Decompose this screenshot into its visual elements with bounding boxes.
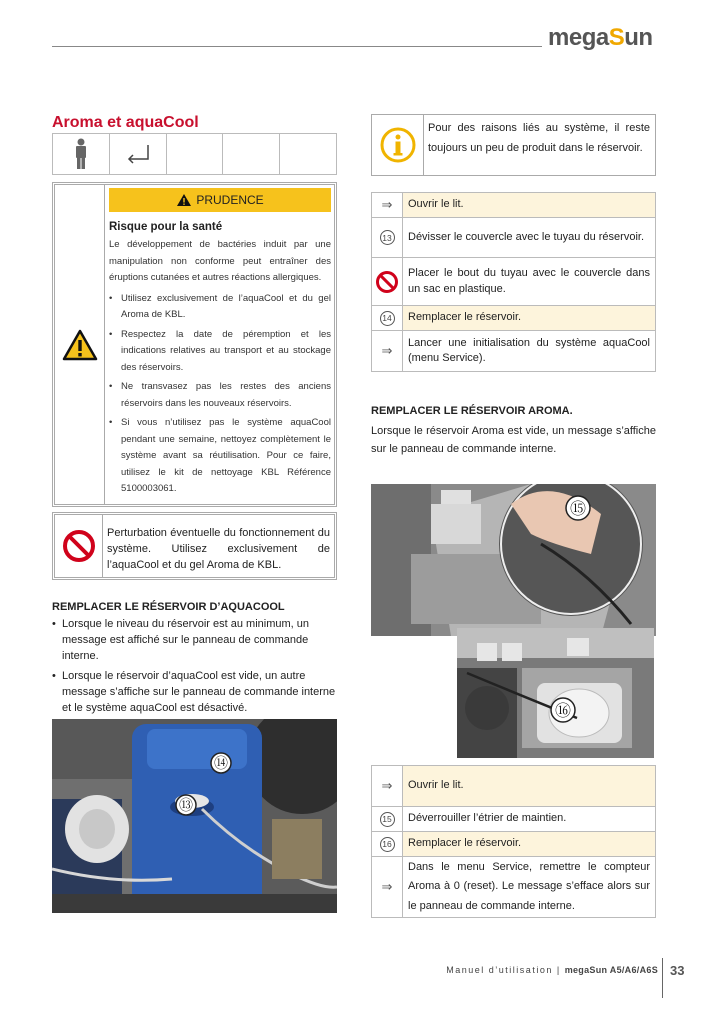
- callout-16: ⑯: [554, 701, 572, 720]
- aquacool-tank-photo: [52, 719, 337, 913]
- notice-text: Perturbation éventuelle du fonctionnement du système. Utilisez exclusivement de l’aquaCool et du gel Aroma de KBL.: [107, 527, 330, 571]
- list-item: • Ne transvasez pas les restes des anciens réservoirs dans les nouveaux réservoirs.: [109, 379, 331, 412]
- table-row: [372, 258, 655, 306]
- table-row: [372, 807, 655, 832]
- aroma-text: Lorsque le réservoir Aroma est vide, un message s’affiche sur le panneau de commande interne.: [371, 425, 656, 455]
- manual-label: Manuel d’utilisation: [446, 965, 553, 975]
- footer-divider: [662, 958, 663, 998]
- caution-list: [109, 291, 331, 498]
- step-text: Remplacer le réservoir.: [403, 832, 655, 856]
- step-text: Ouvrir le lit.: [403, 766, 655, 806]
- caution-banner: [109, 188, 331, 212]
- callout-15: ⑮: [569, 499, 587, 518]
- step-text: Placer le bout du tuyau avec le couvercle dans un sac en plastique.: [408, 267, 650, 295]
- empty-cell: [223, 134, 280, 174]
- aroma-heading: REMPLACER LE RÉSERVOIR AROMA.: [371, 405, 573, 417]
- list-item: • Lorsque le niveau du réservoir est au minimum, un message est affiché sur le panneau de commande interne.: [52, 616, 337, 664]
- caution-heading: Risque pour la santé: [109, 221, 223, 233]
- list-item: • Utilisez exclusivement de l’aquaCool et du gel Aroma de KBL.: [109, 291, 331, 324]
- info-icon: [372, 115, 424, 175]
- callout-16-icon: 16: [372, 832, 403, 856]
- aquacool-steps-table: [371, 192, 656, 372]
- callout-15-icon: 15: [372, 807, 403, 831]
- callout-14-icon: 14: [372, 306, 403, 330]
- warning-triangle-icon: [55, 185, 105, 504]
- step-text: Dans le menu Service, remettre le compteur Aroma à 0 (reset). Le message s’efface alors sur le panneau de commande interne.: [408, 860, 650, 912]
- aroma-photo-bottom: [457, 628, 654, 758]
- aquacool-heading: REMPLACER LE RÉSERVOIR D’AQUACOOL: [52, 601, 285, 613]
- footer: [446, 965, 658, 975]
- megasun-logo: megaSun: [548, 24, 653, 51]
- arrow-icon: ⇒: [372, 857, 403, 917]
- table-row: [372, 331, 655, 371]
- step-text: Lancer une initialisation du système aquaCool (menu Service).: [408, 336, 650, 364]
- page-number: 33: [670, 963, 685, 978]
- callout-13-icon: 13: [372, 218, 403, 257]
- return-arrow-icon: [110, 134, 167, 174]
- table-row: [372, 857, 655, 917]
- info-box: [371, 114, 656, 176]
- prohibition-icon: [55, 515, 103, 577]
- table-row: [372, 193, 655, 218]
- model-label: megaSun A5/A6/A6S: [564, 965, 658, 975]
- arrow-icon: ⇒: [372, 193, 403, 217]
- aroma-steps-table: [371, 765, 656, 918]
- warning-small-icon: [176, 193, 192, 207]
- arrow-icon: ⇒: [372, 331, 403, 371]
- list-item: • Lorsque le réservoir d’aquaCool est vide, un autre message s’affiche sur le panneau de commande interne et le système aquaCool est désactivé.: [52, 668, 337, 716]
- header-rule: [52, 46, 542, 47]
- section-title: Aroma et aquaCool: [52, 114, 199, 131]
- step-text: Dévisser le couvercle avec le tuyau du réservoir.: [408, 230, 644, 243]
- aquacool-list: [52, 616, 337, 720]
- step-text: Ouvrir le lit.: [403, 193, 655, 217]
- empty-cell: [167, 134, 224, 174]
- aroma-photo-top: [371, 484, 656, 636]
- person-icon: [53, 134, 110, 174]
- qualification-icon-row: [52, 133, 337, 175]
- table-row: [372, 306, 655, 331]
- prohibition-icon: [372, 258, 403, 305]
- step-text: Déverrouiller l’étrier de maintien.: [408, 812, 567, 825]
- table-row: [372, 766, 655, 807]
- empty-cell: [280, 134, 336, 174]
- table-row: [372, 218, 655, 258]
- list-item: • Si vous n’utilisez pas le système aquaCool pendant une semaine, nettoyez complètement le système avant sa réutilisation. Pour ce faire, utilisez le kit de nettoyage KBL Référence 5100003061.: [109, 415, 331, 498]
- notice-box: [52, 512, 337, 580]
- info-text: Pour des raisons liés au système, il reste toujours un peu de produit dans le réservoir.: [428, 122, 650, 154]
- step-text: Remplacer le réservoir.: [403, 306, 655, 330]
- callout-13: ⑬: [179, 798, 193, 814]
- arrow-icon: ⇒: [372, 766, 403, 806]
- table-row: [372, 832, 655, 857]
- caution-label: PRUDENCE: [196, 193, 264, 207]
- footer-separator: |: [556, 965, 561, 975]
- callout-14: ⑭: [214, 756, 228, 772]
- caution-box: [52, 182, 337, 507]
- list-item: • Respectez la date de péremption et les indications relatives au transport et au stockage des réservoirs.: [109, 327, 331, 377]
- caution-text: Le développement de bactéries induit par une manipulation non conforme peut entraîner des éruptions cutanées et autres réactions allergiques.: [109, 239, 331, 283]
